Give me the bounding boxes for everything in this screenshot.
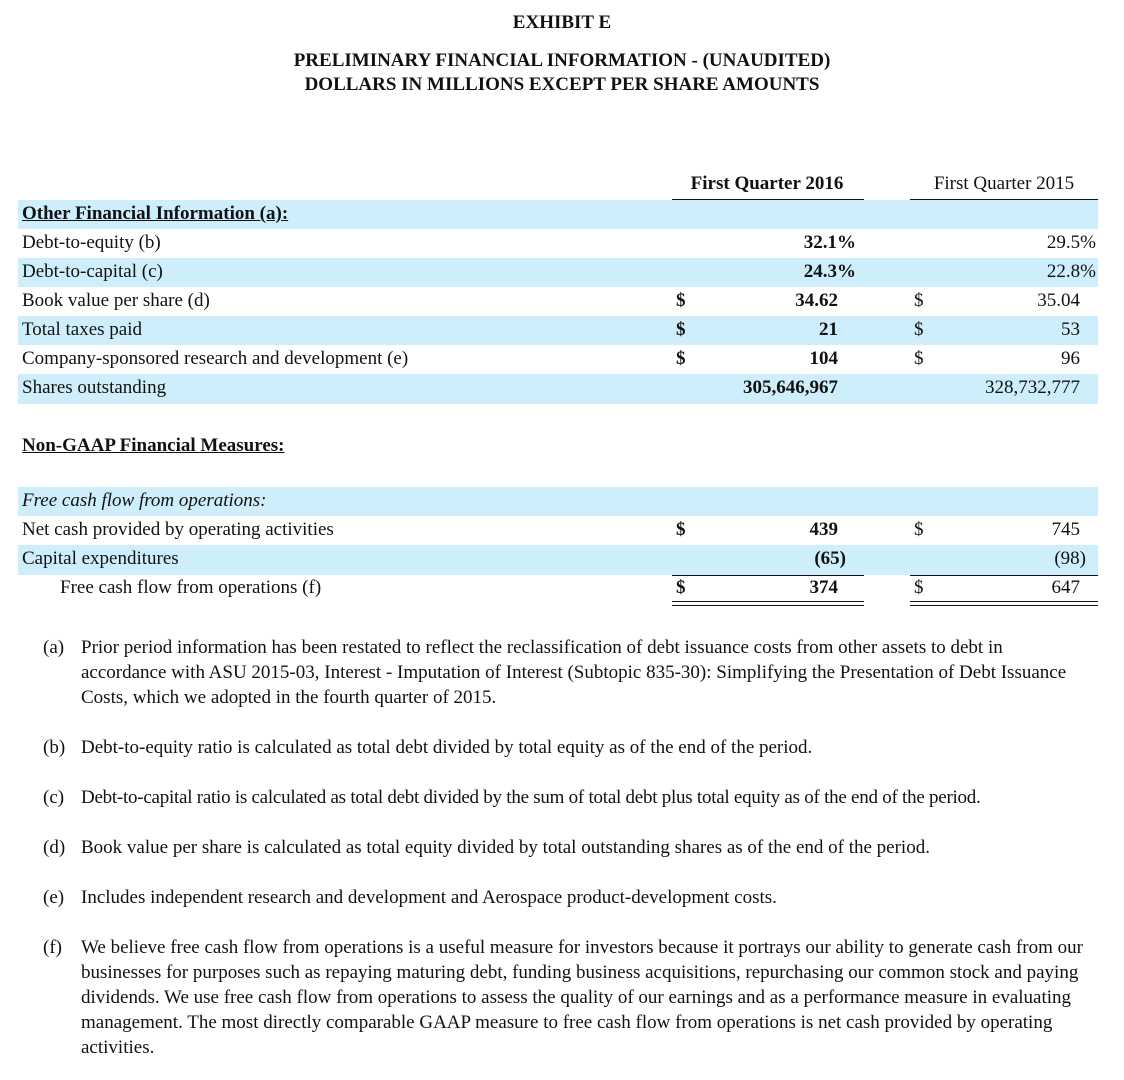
- row-value-prior: (98): [1054, 548, 1086, 569]
- section-title-other: Other Financial Information (a):: [22, 203, 289, 224]
- row-value-current: 32.1%: [803, 232, 856, 253]
- row-value-current: 21: [819, 319, 838, 340]
- footnote-text: Includes independent research and development and Aerospace product-development costs.: [81, 887, 777, 908]
- footnote-text: Debt-to-equity ratio is calculated as total debt divided by total equity as of the end of the period.: [81, 737, 813, 758]
- row-currency-current: $: [676, 348, 686, 369]
- row-value-prior: 745: [1051, 519, 1080, 540]
- footnote-text: Book value per share is calculated as total equity divided by total outstanding shares as of the end of the period.: [81, 837, 930, 858]
- column-header-prior: First Quarter 2015: [933, 173, 1075, 194]
- row-band-debt-to-capital: [18, 258, 1098, 287]
- row-value-current: 439: [809, 519, 838, 540]
- row-value-current: 104: [809, 348, 838, 369]
- row-currency-prior: $: [914, 348, 924, 369]
- row-currency-current: $: [676, 577, 686, 598]
- row-value-current: 24.3%: [803, 261, 856, 282]
- footnote-text: Prior period information has been restated to reflect the reclassification of debt issuance costs from other assets to debt in accordance with ASU 2015-03, Interest - Imputation of Interest (Subtopic 835-30): Simplifying the Presentation of Debt Issuance Costs, which we adopted in the fourth quarter of 2015.: [81, 637, 1067, 708]
- row-value-current: 34.62: [795, 290, 838, 311]
- row-label: Free cash flow from operations (f): [60, 577, 322, 598]
- row-currency-prior: $: [914, 290, 924, 311]
- footnote-label: (e): [43, 887, 65, 908]
- row-band-total-taxes: [18, 316, 1098, 345]
- row-band-capex: [18, 545, 1098, 575]
- row-label: Capital expenditures: [22, 548, 179, 569]
- row-value-prior: 96: [1061, 348, 1080, 369]
- report-title: PRELIMINARY FINANCIAL INFORMATION - (UNAUDITED): [293, 50, 831, 71]
- row-value-prior: 29.5%: [1046, 232, 1096, 253]
- row-value-prior: 35.04: [1037, 290, 1080, 311]
- row-value-prior: 328,732,777: [985, 377, 1080, 398]
- row-value-current: (65): [814, 548, 846, 569]
- row-label: Shares outstanding: [22, 377, 167, 398]
- row-label: Debt-to-equity (b): [22, 232, 161, 253]
- row-currency-current: $: [676, 319, 686, 340]
- subtotal-rule-prior: [910, 575, 1098, 576]
- footnote-label: (c): [43, 787, 65, 808]
- row-label: Company-sponsored research and development (e): [22, 348, 409, 369]
- subtotal-rule-current: [672, 575, 864, 576]
- column-header-current: First Quarter 2016: [690, 173, 844, 194]
- row-label: Book value per share (d): [22, 290, 210, 311]
- row-currency-current: $: [676, 290, 686, 311]
- row-currency-prior: $: [914, 519, 924, 540]
- total-double-rule-prior: [910, 601, 1098, 606]
- subsection-title-fcf: Free cash flow from operations:: [22, 490, 267, 511]
- row-value-current: 305,646,967: [743, 377, 838, 398]
- row-label: Debt-to-capital (c): [22, 261, 163, 282]
- row-label: Net cash provided by operating activities: [22, 519, 334, 540]
- footnote-label: (a): [43, 637, 65, 658]
- row-value-prior: 53: [1061, 319, 1080, 340]
- footnote-label: (f): [43, 937, 62, 958]
- row-currency-current: $: [676, 519, 686, 540]
- total-double-rule-current: [672, 601, 864, 606]
- row-value-current: 374: [809, 577, 838, 598]
- row-value-prior: 647: [1051, 577, 1080, 598]
- row-value-prior: 22.8%: [1046, 261, 1096, 282]
- report-subtitle: DOLLARS IN MILLIONS EXCEPT PER SHARE AMOUNTS: [304, 74, 820, 95]
- footnote-text: Debt-to-capital ratio is calculated as total debt divided by the sum of total debt plus total equity as of the end of the period.: [81, 787, 981, 808]
- row-label: Total taxes paid: [22, 319, 143, 340]
- row-currency-prior: $: [914, 319, 924, 340]
- exhibit-title: EXHIBIT E: [512, 12, 612, 33]
- footnote-label: (b): [43, 737, 66, 758]
- section-title-nongaap: Non-GAAP Financial Measures:: [22, 435, 285, 456]
- footnote-label: (d): [43, 837, 66, 858]
- row-currency-prior: $: [914, 577, 924, 598]
- footnote-text: We believe free cash flow from operations is a useful measure for investors because it portrays our ability to generate cash from our businesses for purposes such as repaying maturing debt, funding business acquisitions, repurchasing our common stock and paying dividends. We use free cash flow from operations to assess the quality of our earnings and as a performance measure in evaluating management. The most directly comparable GAAP measure to free cash flow from operations is net cash provided by operating activities.: [81, 937, 1083, 1058]
